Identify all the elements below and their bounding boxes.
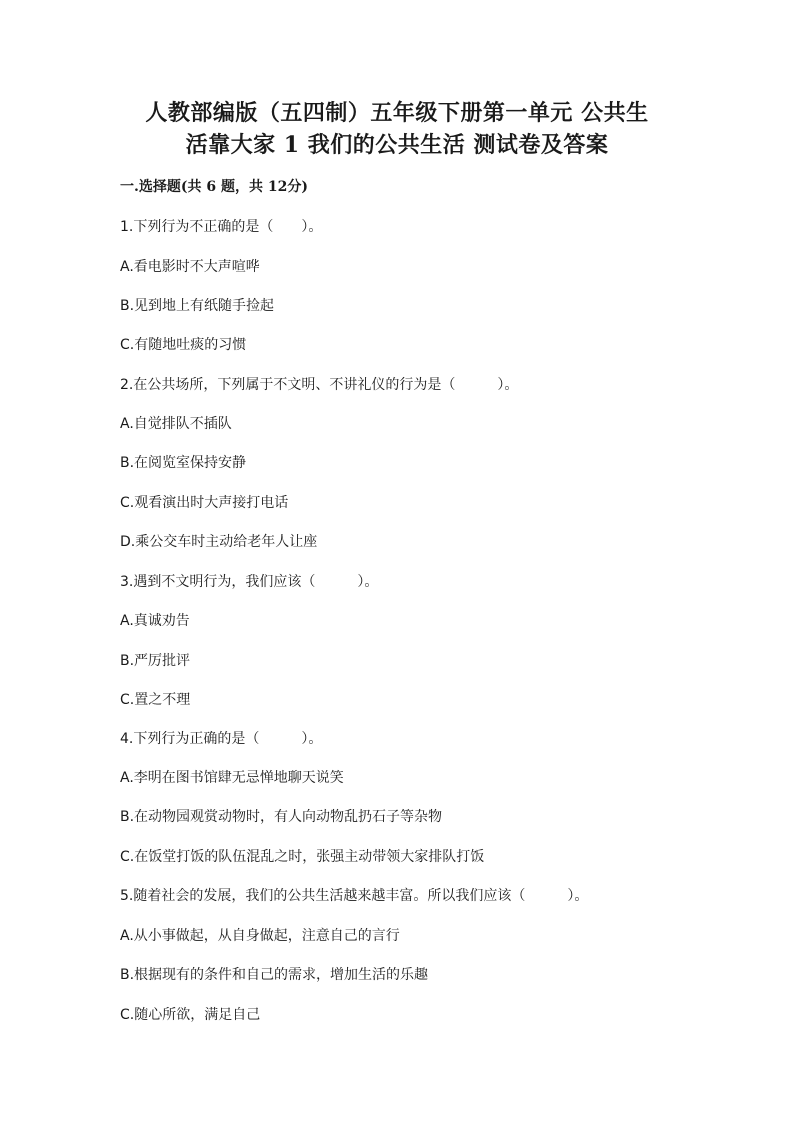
question-3-option-a: A.真诚劝告 (120, 613, 190, 629)
question-4-stem: 4.下列行为正确的是（ ）。 (120, 731, 323, 747)
question-5-option-a: A.从小事做起，从自身做起，注意自己的言行 (120, 928, 400, 944)
question-2-option-c: C.观看演出时大声接打电话 (120, 495, 289, 511)
question-4-option-a: A.李明在图书馆肆无忌惮地聊天说笑 (120, 770, 344, 786)
question-2-option-d: D.乘公交车时主动给老年人让座 (120, 534, 318, 550)
question-1-option-c: C.有随地吐痰的习惯 (120, 337, 247, 353)
question-4-option-c: C.在饭堂打饭的队伍混乱之时，张强主动带领大家排队打饭 (120, 849, 485, 865)
question-4-option-b: B.在动物园观赏动物时，有人向动物乱扔石子等杂物 (120, 809, 443, 825)
section-heading: 一.选择题(共 6 题，共 12分) (120, 179, 308, 195)
question-5-option-b: B.根据现有的条件和自己的需求，增加生活的乐趣 (120, 967, 429, 983)
document-title-line-2: 活靠大家 1 我们的公共生活 测试卷及答案 (185, 132, 609, 158)
question-3-option-c: C.置之不理 (120, 692, 191, 708)
question-2-stem: 2.在公共场所，下列属于不文明、不讲礼仪的行为是（ ）。 (120, 377, 519, 393)
question-1-stem: 1.下列行为不正确的是（ ）。 (120, 219, 323, 235)
question-1-option-b: B.见到地上有纸随手捡起 (120, 298, 275, 314)
question-3-stem: 3.遇到不文明行为，我们应该（ ）。 (120, 574, 379, 590)
question-3-option-b: B.严厉批评 (120, 653, 191, 669)
document-title-line-1: 人教部编版（五四制）五年级下册第一单元 公共生 (145, 100, 649, 126)
question-2-option-b: B.在阅览室保持安静 (120, 455, 247, 471)
question-5-stem: 5.随着社会的发展，我们的公共生活越来越丰富。所以我们应该（ ）。 (120, 888, 589, 904)
question-1-option-a: A.看电影时不大声喧哗 (120, 259, 260, 275)
question-2-option-a: A.自觉排队不插队 (120, 416, 232, 432)
question-5-option-c: C.随心所欲，满足自己 (120, 1007, 261, 1023)
